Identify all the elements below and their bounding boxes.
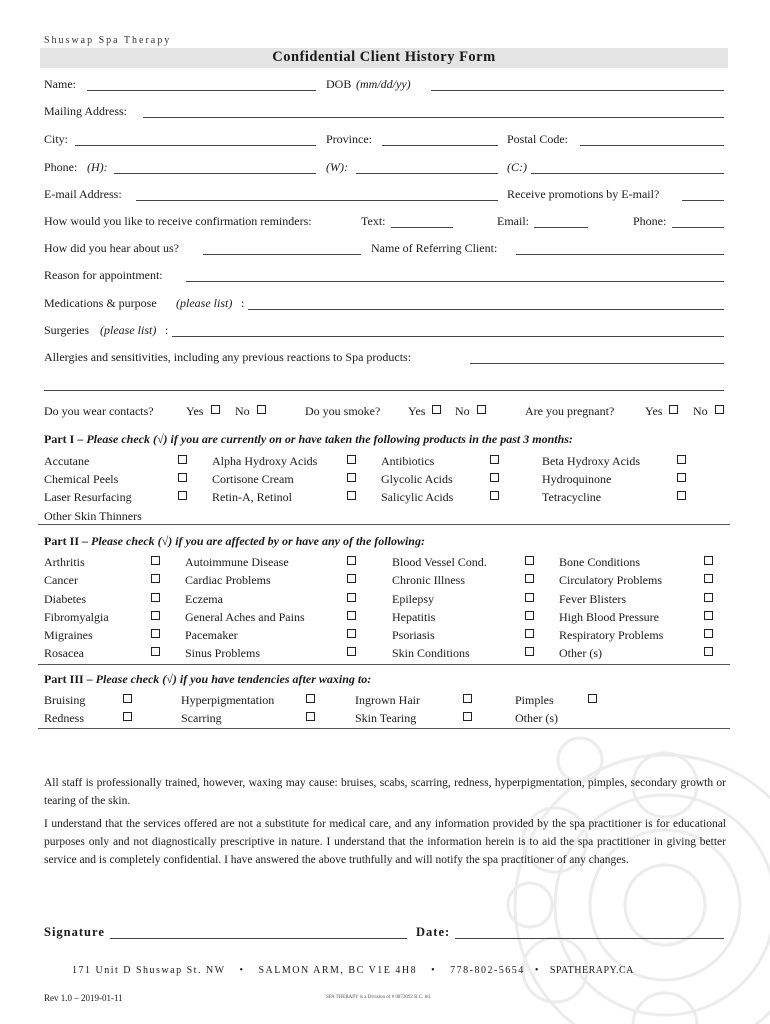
medications-colon: :	[241, 296, 245, 310]
smoke-yes-checkbox[interactable]	[432, 405, 441, 414]
part2-checkbox-chronic-illness[interactable]	[525, 574, 534, 583]
disclaimer-paragraph-1: All staff is professionally trained, however, waxing may cause: bruises, scabs, scarring, redness, hyperpigmentation, pimples, secondary growth or tearing of the skin.	[44, 777, 726, 807]
footer-website: SPATHERAPY.CA	[549, 965, 634, 976]
part3-checkbox-ingrown-hair[interactable]	[463, 694, 472, 703]
part1-label-hydroquinone: Hydroquinone	[542, 472, 612, 486]
part3-label-other-s: Other (s)	[515, 711, 558, 725]
pregnant-question: Are you pregnant?	[525, 404, 615, 418]
part3-divider	[38, 728, 730, 729]
footer-bullet-1: •	[239, 965, 245, 976]
contacts-yes-label: Yes	[186, 404, 204, 418]
part2-checkbox-fibromyalgia[interactable]	[151, 611, 160, 620]
reminder-text-label: Text:	[361, 214, 386, 228]
part2-checkbox-fever-blisters[interactable]	[704, 593, 713, 602]
pregnant-yes-checkbox[interactable]	[669, 405, 678, 414]
date-field[interactable]	[455, 938, 724, 939]
reason-field[interactable]	[186, 281, 724, 282]
promo-label: Receive promotions by E-mail?	[507, 187, 660, 201]
part3-title-prefix: Part III –	[44, 672, 96, 686]
part2-checkbox-arthritis[interactable]	[151, 556, 160, 565]
phone-cell-field[interactable]	[531, 173, 724, 174]
part2-checkbox-skin-conditions[interactable]	[525, 647, 534, 656]
part1-checkbox-chemical-peels[interactable]	[178, 473, 187, 482]
part2-label-other-s: Other (s)	[559, 646, 602, 660]
part2-checkbox-eczema[interactable]	[347, 593, 356, 602]
phone-home-label: (H):	[87, 160, 108, 174]
part2-title-instruction: Please check (√) if you are affected by or have any of the following:	[91, 534, 425, 548]
part1-checkbox-hydroquinone[interactable]	[677, 473, 686, 482]
part3-label-ingrown-hair: Ingrown Hair	[355, 693, 420, 707]
part2-label-hepatitis: Hepatitis	[392, 610, 436, 624]
part3-label-hyperpigmentation: Hyperpigmentation	[181, 693, 275, 707]
part2-checkbox-hepatitis[interactable]	[525, 611, 534, 620]
signature-label: Signature	[44, 925, 105, 939]
part2-label-circulatory-problems: Circulatory Problems	[559, 573, 662, 587]
part2-label-respiratory-problems: Respiratory Problems	[559, 628, 664, 642]
part3-checkbox-hyperpigmentation[interactable]	[306, 694, 315, 703]
part2-label-pacemaker: Pacemaker	[185, 628, 238, 642]
dob-field[interactable]	[431, 90, 724, 91]
phone-cell-label: (C:)	[507, 160, 527, 174]
part2-checkbox-high-blood-pressure[interactable]	[704, 611, 713, 620]
smoke-no-checkbox[interactable]	[477, 405, 486, 414]
contacts-no-checkbox[interactable]	[257, 405, 266, 414]
part2-label-epilepsy: Epilepsy	[392, 592, 434, 606]
part1-label-beta-hydroxy-acids: Beta Hydroxy Acids	[542, 454, 640, 468]
footer-bullet-2: •	[431, 965, 437, 976]
part1-checkbox-alpha-hydroxy-acids[interactable]	[347, 455, 356, 464]
smoke-question: Do you smoke?	[305, 404, 381, 418]
part1-title-prefix: Part I –	[44, 432, 87, 446]
part2-label-psoriasis: Psoriasis	[392, 628, 435, 642]
reminder-text-field[interactable]	[391, 227, 453, 228]
part1-checkbox-laser-resurfacing[interactable]	[178, 491, 187, 500]
part1-checkbox-cortisone-cream[interactable]	[347, 473, 356, 482]
contacts-question: Do you wear contacts?	[44, 404, 154, 418]
part3-title-instruction: Please check (√) if you have tendencies after waxing to:	[95, 672, 372, 686]
dob-label: DOB	[326, 77, 352, 91]
email-field[interactable]	[136, 200, 498, 201]
part3-checkbox-pimples[interactable]	[588, 694, 597, 703]
part1-label-chemical-peels: Chemical Peels	[44, 472, 119, 486]
footer-city: SALMON ARM, BC V1E 4H8	[258, 965, 418, 976]
part2-title	[44, 534, 425, 549]
date-label: Date:	[416, 925, 451, 939]
phone-work-field[interactable]	[356, 173, 498, 174]
reminders-label: How would you like to receive confirmation reminders:	[44, 214, 312, 228]
part2-title-prefix: Part II –	[44, 534, 91, 548]
postal-label: Postal Code:	[507, 132, 569, 146]
medications-please-list: (please list)	[176, 296, 233, 310]
surgeries-label: Surgeries	[44, 323, 90, 337]
part2-label-chronic-illness: Chronic Illness	[392, 573, 465, 587]
allergies-label: Allergies and sensitivities, including any previous reactions to Spa products:	[44, 350, 412, 364]
part2-label-general-aches-and-pains: General Aches and Pains	[185, 610, 305, 624]
part1-label-antibiotics: Antibiotics	[381, 454, 435, 468]
promo-field[interactable]	[682, 200, 724, 201]
part3-label-bruising: Bruising	[44, 693, 86, 707]
part2-label-fever-blisters: Fever Blisters	[559, 592, 626, 606]
part2-label-eczema: Eczema	[185, 592, 223, 606]
part2-label-migraines: Migraines	[44, 628, 93, 642]
smoke-yes-label: Yes	[408, 404, 426, 418]
part2-label-skin-conditions: Skin Conditions	[392, 646, 470, 660]
footer-bullet-3: •	[534, 965, 540, 976]
pregnant-no-checkbox[interactable]	[715, 405, 724, 414]
footer-address: 171 Unit D Shuswap St. NW	[72, 965, 226, 976]
part1-label-glycolic-acids: Glycolic Acids	[381, 472, 453, 486]
part2-checkbox-respiratory-problems[interactable]	[704, 629, 713, 638]
part1-label-cortisone-cream: Cortisone Cream	[212, 472, 294, 486]
part3-label-scarring: Scarring	[181, 711, 222, 725]
footer-contact	[72, 965, 634, 976]
postal-field[interactable]	[580, 145, 724, 146]
part2-checkbox-cardiac-problems[interactable]	[347, 574, 356, 583]
part2-checkbox-blood-vessel-cond[interactable]	[525, 556, 534, 565]
part2-label-bone-conditions: Bone Conditions	[559, 555, 641, 569]
referring-field[interactable]	[516, 254, 724, 255]
referring-label: Name of Referring Client:	[371, 241, 498, 255]
part2-checkbox-cancer[interactable]	[151, 574, 160, 583]
phone-work-label: (W):	[326, 160, 348, 174]
surgeries-colon: :	[165, 323, 169, 337]
city-field[interactable]	[75, 145, 316, 146]
part1-divider	[38, 524, 730, 525]
company-name: Shuswap Spa Therapy	[44, 35, 172, 46]
smoke-no-label: No	[455, 404, 470, 418]
part3-checkbox-scarring[interactable]	[306, 712, 315, 721]
part2-label-rosacea: Rosacea	[44, 646, 84, 660]
medications-field[interactable]	[248, 309, 724, 310]
reminder-email-label: Email:	[497, 214, 529, 228]
allergies-field[interactable]	[470, 363, 724, 364]
reminder-phone-field[interactable]	[672, 227, 724, 228]
part1-checkbox-glycolic-acids[interactable]	[490, 473, 499, 482]
part1-label-other-skin-thinners: Other Skin Thinners	[44, 509, 142, 523]
reason-label: Reason for appointment:	[44, 268, 163, 282]
part3-checkbox-skin-tearing[interactable]	[463, 712, 472, 721]
part2-checkbox-circulatory-problems[interactable]	[704, 574, 713, 583]
part1-label-tetracycline: Tetracycline	[542, 490, 602, 504]
hear-field[interactable]	[203, 254, 361, 255]
mailing-label: Mailing Address:	[44, 104, 127, 118]
part2-label-autoimmune-disease: Autoimmune Disease	[185, 555, 289, 569]
part1-checkbox-beta-hydroxy-acids[interactable]	[677, 455, 686, 464]
part2-checkbox-rosacea[interactable]	[151, 647, 160, 656]
part1-checkbox-antibiotics[interactable]	[490, 455, 499, 464]
part1-label-salicylic-acids: Salicylic Acids	[381, 490, 454, 504]
part1-title-instruction: Please check (√) if you are currently on or have taken the following products in the past 3 months:	[86, 432, 573, 446]
part1-checkbox-retin-a-retinol[interactable]	[347, 491, 356, 500]
province-field[interactable]	[382, 145, 498, 146]
medications-label: Medications & purpose	[44, 296, 157, 310]
part1-label-laser-resurfacing: Laser Resurfacing	[44, 490, 132, 504]
part3-label-redness: Redness	[44, 711, 84, 725]
contacts-yes-checkbox[interactable]	[211, 405, 220, 414]
part2-divider	[38, 664, 730, 665]
part2-checkbox-psoriasis[interactable]	[525, 629, 534, 638]
part2-checkbox-autoimmune-disease[interactable]	[347, 556, 356, 565]
surgeries-field[interactable]	[172, 336, 724, 337]
part3-label-skin-tearing: Skin Tearing	[355, 711, 417, 725]
part2-label-cardiac-problems: Cardiac Problems	[185, 573, 271, 587]
revision-label: Rev 1.0 – 2019-01-11	[44, 993, 123, 1003]
pregnant-yes-label: Yes	[645, 404, 663, 418]
part2-checkbox-epilepsy[interactable]	[525, 593, 534, 602]
city-label: City:	[44, 132, 69, 146]
phone-label: Phone:	[44, 160, 78, 174]
part2-label-arthritis: Arthritis	[44, 555, 85, 569]
signature-field[interactable]	[110, 938, 407, 939]
surgeries-please-list: (please list)	[100, 323, 157, 337]
name-label: Name:	[44, 77, 76, 91]
part1-title	[44, 432, 573, 447]
email-label: E-mail Address:	[44, 187, 122, 201]
allergies-field-line-2[interactable]	[44, 390, 724, 391]
reminder-phone-label: Phone:	[633, 214, 667, 228]
page-title: Confidential Client History Form	[272, 49, 496, 65]
part3-checkbox-bruising[interactable]	[123, 694, 132, 703]
part2-label-cancer: Cancer	[44, 573, 78, 587]
pregnant-no-label: No	[693, 404, 708, 418]
reminder-email-field[interactable]	[534, 227, 588, 228]
part2-checkbox-other-s[interactable]	[704, 647, 713, 656]
part2-label-diabetes: Diabetes	[44, 592, 86, 606]
mailing-field[interactable]	[143, 117, 724, 118]
footer-phone: 778-802-5654	[450, 965, 525, 976]
dob-format: (mm/dd/yy)	[356, 77, 411, 91]
division-note: SPA THERAPY is a Division of # 0873092 B.C. ltd.	[326, 995, 432, 1000]
part2-checkbox-general-aches-and-pains[interactable]	[347, 611, 356, 620]
part2-label-high-blood-pressure: High Blood Pressure	[559, 610, 659, 624]
part3-label-pimples: Pimples	[515, 693, 554, 707]
part2-checkbox-migraines[interactable]	[151, 629, 160, 638]
part1-label-retin-a-retinol: Retin-A, Retinol	[212, 490, 292, 504]
name-field[interactable]	[87, 90, 316, 91]
contacts-no-label: No	[235, 404, 250, 418]
part2-checkbox-bone-conditions[interactable]	[704, 556, 713, 565]
disclaimer-paragraph-2: I understand that the services offered are not a substitute for medical care, and any information provided by the spa practitioner is for educational purposes only and not diagnostically prescriptive in nature. I understand that the information herein is to aid the spa practitioner in giving better service and is completely confidential. I have answered the above truthfully and will notify the spa practitioner of any changes.	[44, 818, 726, 866]
phone-home-field[interactable]	[114, 173, 316, 174]
part3-checkbox-redness[interactable]	[123, 712, 132, 721]
part3-title	[44, 672, 371, 687]
part1-checkbox-tetracycline[interactable]	[677, 491, 686, 500]
part1-checkbox-salicylic-acids[interactable]	[490, 491, 499, 500]
part2-checkbox-pacemaker[interactable]	[347, 629, 356, 638]
part1-label-accutane: Accutane	[44, 454, 90, 468]
part2-checkbox-sinus-problems[interactable]	[347, 647, 356, 656]
province-label: Province:	[326, 132, 372, 146]
part2-label-fibromyalgia: Fibromyalgia	[44, 610, 109, 624]
part2-label-blood-vessel-cond: Blood Vessel Cond.	[392, 555, 487, 569]
part2-checkbox-diabetes[interactable]	[151, 593, 160, 602]
part1-checkbox-accutane[interactable]	[178, 455, 187, 464]
part2-label-sinus-problems: Sinus Problems	[185, 646, 261, 660]
hear-label: How did you hear about us?	[44, 241, 179, 255]
part1-label-alpha-hydroxy-acids: Alpha Hydroxy Acids	[212, 454, 318, 468]
